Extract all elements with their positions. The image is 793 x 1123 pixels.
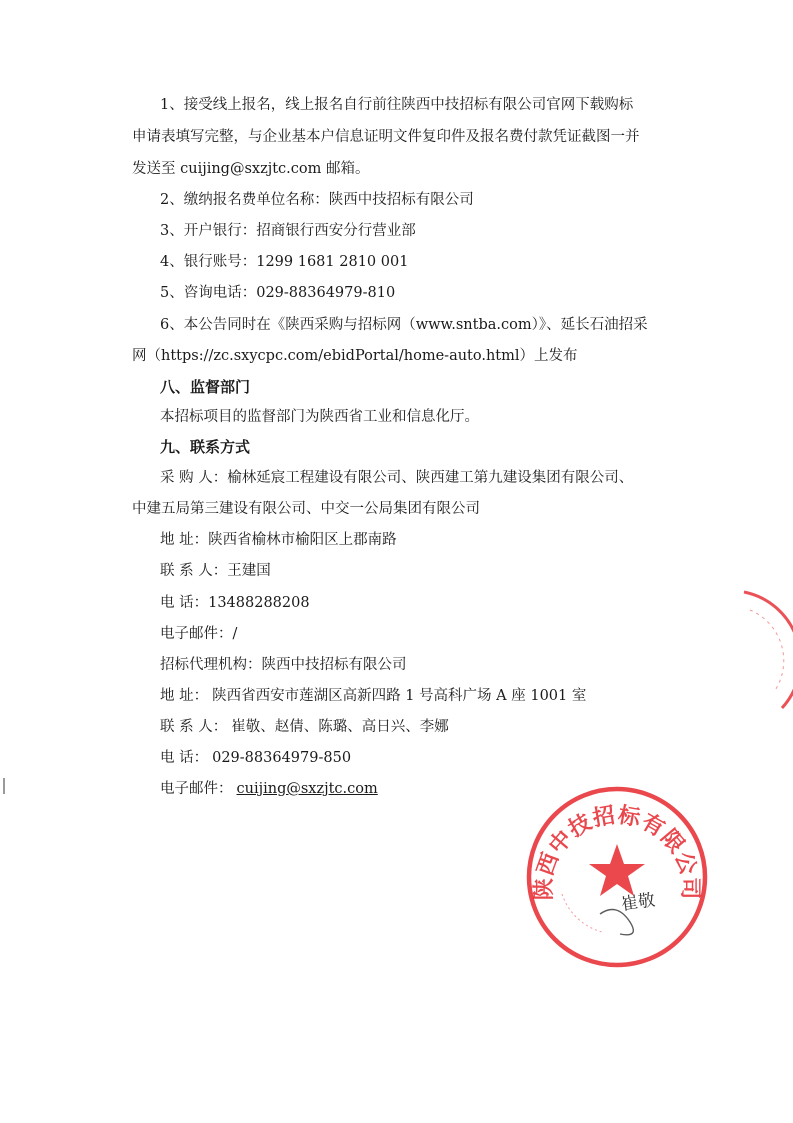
purchaser-row xyxy=(160,468,633,488)
purchaser-address-label: 地 址： xyxy=(160,532,209,548)
purchaser-address-row xyxy=(160,530,397,550)
purchaser-label: 采 购 人： xyxy=(160,470,228,486)
agency-phone-row xyxy=(160,748,351,768)
purchaser-address-value: 陕西省榆林市榆阳区上郡南路 xyxy=(208,532,397,548)
purchaser-contact-row xyxy=(160,561,271,581)
section-9-heading: 九、联系方式 xyxy=(160,438,251,456)
purchaser-value-line-1: 榆林延宸工程建设有限公司、陕西建工第九建设集团有限公司、 xyxy=(227,470,634,486)
agency-value: 陕西中技招标有限公司 xyxy=(261,657,407,673)
item-1-line-2: 申请表填写完整，与企业基本户信息证明文件复印件及报名费付款凭证截图一并 xyxy=(132,129,640,145)
seal-text: 陕西中技招标有限公司 xyxy=(531,803,703,901)
purchaser-contact-value: 王建国 xyxy=(227,563,271,579)
agency-contact-label: 联 系 人： xyxy=(160,719,228,735)
item-1-line-1: 1、接受线上报名，线上报名自行前往陕西中技招标有限公司官网下载购标 xyxy=(160,97,634,113)
purchaser-email-row xyxy=(160,624,237,644)
item-5: 5、咨询电话：029-88364979-810 xyxy=(160,285,396,301)
item-1-line-3: 发送至 cuijing@sxzjtc.com 邮箱。 xyxy=(132,161,370,177)
partial-seal-image xyxy=(722,580,793,720)
agency-address-label: 地 址： xyxy=(160,688,209,704)
agency-label: 招标代理机构： xyxy=(160,657,262,673)
item-6-line-2: 网（https://zc.sxycpc.com/ebidPortal/home-auto.html）上发布 xyxy=(132,348,578,364)
purchaser-email-value: / xyxy=(232,626,238,642)
company-seal-image xyxy=(522,782,712,972)
item-4: 4、银行账号：1299 1681 2810 001 xyxy=(160,254,409,270)
purchaser-phone-value: 13488288208 xyxy=(208,595,310,611)
agency-email-row xyxy=(160,779,378,799)
agency-phone-value: 029-88364979-850 xyxy=(212,750,352,766)
purchaser-email-label: 电子邮件： xyxy=(160,626,233,642)
agency-row xyxy=(160,655,407,675)
purchaser-contact-label: 联 系 人： xyxy=(160,563,228,579)
section-8-heading: 八、监督部门 xyxy=(160,378,251,396)
section-8-text: 本招标项目的监督部门为陕西省工业和信息化厅。 xyxy=(160,409,479,425)
agency-contact-value: 崔敬、赵倩、陈璐、高日兴、李娜 xyxy=(231,719,449,735)
item-2: 2、缴纳报名费单位名称：陕西中技招标有限公司 xyxy=(160,192,474,208)
scan-artifact xyxy=(3,778,5,794)
agency-phone-label: 电 话： xyxy=(160,750,209,766)
purchaser-value-line-2: 中建五局第三建设有限公司、中交一公局集团有限公司 xyxy=(132,501,480,517)
item-3: 3、开户银行：招商银行西安分行营业部 xyxy=(160,223,416,239)
agency-email-link[interactable]: cuijing@sxzjtc.com xyxy=(236,781,378,797)
agency-address-row xyxy=(160,686,586,706)
purchaser-phone-label: 电 话： xyxy=(160,595,209,611)
agency-contact-row xyxy=(160,717,449,737)
agency-address-value: 陕西省西安市莲湖区高新四路 1 号高科广场 A 座 1001 室 xyxy=(212,688,587,704)
item-6-line-1: 6、本公告同时在《陕西采购与招标网（www.sntba.com）》、延长石油招采 xyxy=(160,317,648,333)
signature-text: 崔敬 xyxy=(619,890,657,915)
purchaser-phone-row xyxy=(160,593,310,613)
agency-email-label: 电子邮件： xyxy=(160,781,233,797)
